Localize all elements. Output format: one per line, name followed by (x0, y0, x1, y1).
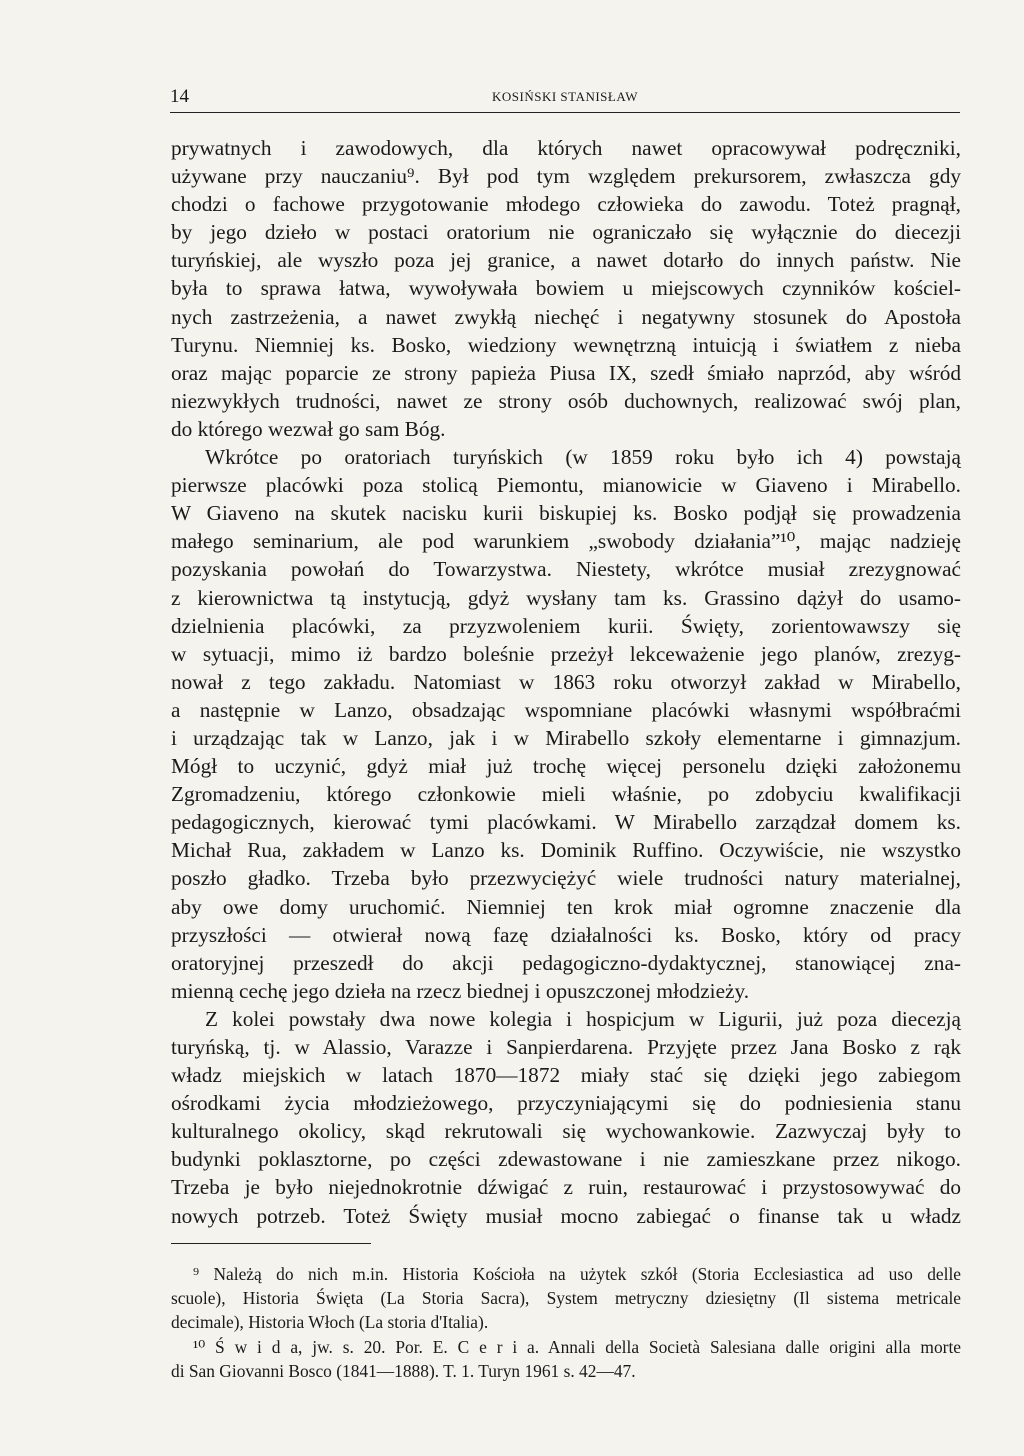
body-line: Wkrótce po oratoriach turyńskich (w 1859 roku było ich 4) powstają (205, 445, 961, 470)
body-line: nował z tego zakładu. Natomiast w 1863 roku otworzył zakład w Mirabello, (171, 669, 961, 694)
body-line: oratoryjnej przeszedł do akcji pedagogiczno-dydaktycznej, stanowiącej zna- (171, 950, 961, 975)
body-line: budynki poklasztorne, po części zdewastowane i nie zamieszkane przez nikogo. (171, 1147, 961, 1172)
body-text (171, 134, 961, 1230)
body-line: Z kolei powstały dwa nowe kolegia i hospicjum w Ligurii, już poza diecezją (205, 1006, 961, 1031)
footnote-line: ¹⁰ Ś w i d a, jw. s. 20. Por. E. C e r i a. Annali della Società Salesiana dalle origini alla morte (193, 1336, 961, 1357)
body-line: władz miejskich w latach 1870—1872 miały stać się dzięki jego zabiegom (171, 1063, 961, 1088)
page-number: 14 (170, 86, 189, 107)
body-line: mienną cechę jego dzieła na rzecz biednej i opuszczonej młodzieży. (171, 978, 750, 1003)
body-line: Zgromadzeniu, którego członkowie mieli właśnie, po zdobyciu kwalifikacji (171, 782, 961, 807)
body-line: używane przy nauczaniu⁹. Był pod tym względem prekursorem, zwłaszcza gdy (171, 164, 961, 189)
body-line: poszło gładko. Trzeba było przezwyciężyć wiele trudności natury materialnej, (171, 866, 961, 891)
body-line: prywatnych i zawodowych, dla których nawet opracowywał podręczniki, (171, 136, 961, 160)
body-line: aby owe domy uruchomić. Niemniej ten krok miał ogromne znaczenie dla (171, 894, 961, 919)
body-line: nowych potrzeb. Toteż Święty musiał mocno zabiegać o finanse tak u władz (171, 1203, 961, 1228)
footnote-divider (171, 1243, 371, 1244)
body-line: była to sprawa łatwa, wywoływała bowiem u miejscowych czynników kościel- (171, 276, 961, 301)
footnote-line: di San Giovanni Bosco (1841—1888). T. 1. Turyn 1961 s. 42—47. (171, 1360, 636, 1381)
body-line: niezwykłych trudności, nawet ze strony osób duchownych, realizować swój plan, (171, 388, 961, 413)
body-line: oraz mając poparcie ze strony papieża Piusa IX, szedł śmiało naprzód, aby wśród (171, 360, 961, 385)
body-line: a następnie w Lanzo, obsadzając wspomniane placówki własnymi współbraćmi (171, 697, 961, 722)
body-line: kulturalnego okolicy, skąd rekrutowali się wychowankowie. Zazwyczaj były to (171, 1119, 961, 1144)
body-line: nych zastrzeżenia, a nawet zwykłą niechęć i negatywny stosunek do Apostoła (171, 304, 961, 329)
body-line: pozyskania powołań do Towarzystwa. Niestety, wkrótce musiał zrezygnować (171, 557, 961, 582)
footnote-line: ⁹ Należą do nich m.in. Historia Kościoła na użytek szkół (Storia Ecclesiastica ad uso delle (193, 1264, 961, 1284)
page-header (170, 86, 960, 113)
body-line: Trzeba je było niejednokrotnie dźwigać z ruin, restaurować i przystosowywać do (171, 1175, 961, 1200)
footnotes (171, 1262, 961, 1383)
body-line: dzielnienia placówki, za przyzwoleniem kurii. Święty, zorientowawszy się (171, 613, 961, 638)
running-head: KOSIŃSKI STANISŁAW (492, 89, 638, 104)
body-line: w sytuacji, mimo iż bardzo boleśnie przeżył lekceważenie jego planów, zrezyg- (171, 641, 961, 666)
body-line: przyszłości — otwierał nową fazę działalności ks. Bosko, który od pracy (171, 922, 961, 947)
body-line: i urządzając tak w Lanzo, jak i w Mirabello szkoły elementarne i gimnazjum. (171, 725, 961, 750)
body-line: Mógł to uczynić, gdyż miał już trochę więcej personelu dzięki założonemu (171, 754, 961, 779)
body-line: turyńską, tj. w Alassio, Varazze i Sanpierdarena. Przyjęte przez Jana Bosko z rąk (171, 1035, 961, 1059)
body-line: pedagogicznych, kierować tymi placówkami. W Mirabello zarządzał domem ks. (171, 810, 961, 835)
body-line: pierwsze placówki poza stolicą Piemontu, mianowicie w Giaveno i Mirabello. (171, 473, 961, 498)
body-line: do którego wezwał go sam Bóg. (171, 416, 446, 441)
footnote-line: scuole), Historia Święta (La Storia Sacra), System metryczny dziesiętny (Il sistema metricale (171, 1288, 961, 1309)
body-line: chodzi o fachowe przygotowanie młodego człowieka do zawodu. Toteż pragnął, (171, 192, 961, 217)
body-line: z kierownictwa tą instytucją, gdyż wysłany tam ks. Grassino dążył do usamo- (171, 585, 961, 610)
body-line: by jego dzieło w postaci oratorium nie ograniczało się wyłącznie do diecezji (171, 220, 961, 245)
body-line: małego seminarium, ale pod warunkiem „swobody działania”¹⁰, mając nadzieję (171, 529, 961, 554)
body-line: Michał Rua, zakładem w Lanzo ks. Dominik Ruffino. Oczywiście, nie wszystko (171, 838, 961, 863)
body-line: Turynu. Niemniej ks. Bosko, wiedziony wewnętrzną intuicją i światłem z nieba (171, 332, 961, 357)
body-line: W Giaveno na skutek nacisku kurii biskupiej ks. Bosko podjął się prowadzenia (171, 501, 961, 526)
body-line: turyńskiej, ale wyszło poza jej granice, a nawet dotarło do innych państw. Nie (171, 248, 961, 273)
footnote-line: decimale), Historia Włoch (La storia d'Italia). (171, 1312, 489, 1333)
body-line: ośrodkami życia młodzieżowego, przyczyniającymi się do podniesienia stanu (171, 1091, 961, 1116)
